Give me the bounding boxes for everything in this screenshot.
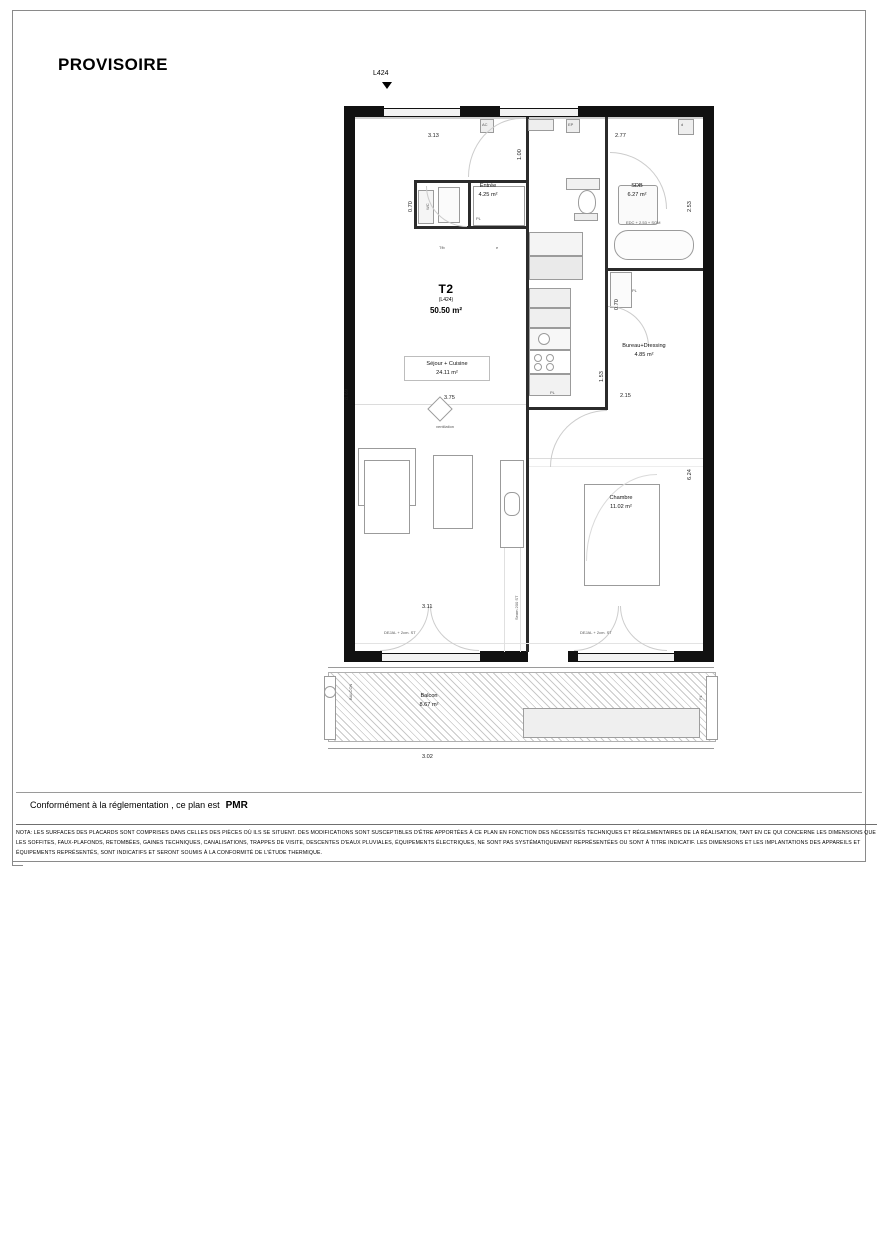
hob-burner-3-icon <box>534 363 542 371</box>
wall-top-2 <box>460 106 500 117</box>
wall-bottom-4 <box>674 651 714 662</box>
annot-wc: WC <box>425 203 430 210</box>
balcony-planter <box>523 708 700 738</box>
room-label-sdb <box>606 182 668 199</box>
conformite-text <box>30 800 248 811</box>
kitchen-counter-1 <box>529 288 571 308</box>
nota-text: NOTA: LES SURFACES DES PLACARDS SONT COMPRISES DANS CELLES DES PIÈCES OÙ ILS SE SITUENT. DES MODIFICATIONS SONT SUSCEPTIBLES D'ÊTRE APPORTÉES À CE PLAN EN FONCTION DES NÉCESSITÉS TECHNIQUES ET RÉGLEMENTAIRES DE LA RÉALISATION, TANT EN CE QUI CONCERNE LES DIMENSIONS QUE LES SOFFITES, FAUX-PLAFONDS, RETOMBÉES, GAINES TECHNIQUES, CANALISATIONS, TRAPPES DE VISITE, DESCENTES D'EAUX PLUVIALES, ÉQUIPEMENTS ÉLECTRIQUES, NE SONT PAS SYSTÉMATIQUEMENT REPRÉSENTÉES OU SONT À TITRE INDICATIF. LES DIMENSIONS ET LES IMPLANTATIONS DES APPAREILS ET ÉQUIPEMENTS REPRÉSENTÉS, SONT INDICATIFS ET SERONT SOUMIS À LA CONFORMITÉ DE L'ÉTUDE THERMIQUE. <box>16 830 876 856</box>
annot-seam: Seam 200 ST <box>514 595 519 620</box>
level-label: L424 <box>373 70 389 77</box>
partition-bureau-bottom <box>526 407 608 410</box>
toilet-icon <box>578 190 596 214</box>
balcony-side-right <box>706 676 718 740</box>
annot-ventilation: ventilation <box>436 424 455 429</box>
window-bottom-2 <box>578 653 674 662</box>
window-top-1 <box>384 108 460 117</box>
room-name-entree: Entrée <box>479 183 497 189</box>
room-name-chambre: Chambre <box>609 495 633 501</box>
nota-divider <box>16 824 877 825</box>
annot-balcony-left: BALCON <box>348 683 353 700</box>
conformite-badge: PMR <box>225 800 248 811</box>
annot-balcony-right: PL <box>698 695 703 700</box>
washbasin <box>566 178 600 190</box>
room-area-chambre: 11.02 m² <box>610 503 632 510</box>
annot-window-right: DEJAL + 2cm. ST <box>580 630 612 635</box>
floor-plan <box>318 60 738 760</box>
kitchen-sink <box>529 328 571 350</box>
partition-chambre-left <box>526 410 529 652</box>
door-swing-sdb <box>610 152 667 209</box>
bathtub <box>614 230 694 260</box>
partition-entry-left <box>526 117 529 227</box>
annot-closet-2: PL <box>632 288 637 293</box>
balcony-edge-bottom <box>328 748 714 749</box>
wall-bottom-3 <box>568 651 578 662</box>
room-name-sejour: Séjour + Cuisine <box>426 361 468 367</box>
room-area-bureau: 4.85 m² <box>634 351 654 358</box>
dim-chambre-v: 6.24 <box>687 469 693 480</box>
room-area-entree: 4.25 m² <box>478 191 498 198</box>
conformite-divider <box>16 792 862 793</box>
wall-top-3 <box>578 106 714 117</box>
apartment-type: T2 <box>438 282 454 296</box>
tv-icon <box>504 492 520 516</box>
frame-corner-bottom-left <box>12 855 23 866</box>
apartment-surface: 50.50 m² <box>429 306 463 315</box>
apartment-code: (L424) <box>438 297 454 303</box>
room-name-bureau: Bureau+Dressing <box>622 343 666 349</box>
dim-bottom-left: 3.11 <box>422 604 433 610</box>
room-area-sejour: 24.11 m² <box>436 369 458 376</box>
wall-left <box>344 106 355 662</box>
door-swing-chambre <box>550 410 607 467</box>
dim-wc-v: 0.70 <box>408 201 414 212</box>
wall-right <box>703 106 714 662</box>
kitchen-unit-top <box>529 256 583 280</box>
shaft-tech <box>528 119 554 131</box>
room-label-entree <box>458 182 518 199</box>
door-swing-bureau <box>608 306 649 347</box>
partition-sdb-bottom <box>605 268 703 271</box>
dim-entry-v: 1.00 <box>517 149 523 160</box>
annot-tfb: Tfb <box>439 245 445 250</box>
window-top-2 <box>500 108 578 117</box>
kitchen-unit-top2 <box>529 232 583 256</box>
dim-bureau-v: 0.70 <box>614 299 620 310</box>
door-bottom-opening <box>528 653 568 660</box>
room-area-balcon: 8.67 m² <box>419 701 439 708</box>
table <box>364 460 410 534</box>
dim-sejour-h: 3.75 <box>444 395 455 401</box>
dim-left-v: 8.69 <box>344 389 350 400</box>
balcony-drain-icon <box>324 686 336 698</box>
room-name-balcon: Balcon <box>420 693 438 699</box>
dim-sdb-v: 2.53 <box>687 201 693 212</box>
room-label-balcon <box>398 692 460 709</box>
apartment-summary <box>410 282 482 315</box>
door-swing-entry <box>468 118 521 177</box>
room-area-sdb: 6.27 m² <box>627 191 647 198</box>
annot-shaft-ac: AC <box>482 122 488 127</box>
wall-bottom-1 <box>344 651 382 662</box>
annot-closet-3: PL <box>550 390 555 395</box>
window-bottom-1 <box>382 653 480 662</box>
room-name-sdb: SDB <box>631 183 643 189</box>
annot-sdb-small: EDC + 2.53 + SOM <box>626 220 661 225</box>
rug <box>433 455 473 529</box>
toilet-tank <box>574 213 598 221</box>
level-arrow-icon <box>382 82 392 89</box>
dim-bureau-v2: 1.53 <box>599 371 605 382</box>
partition-closet-1 <box>414 182 417 228</box>
annot-closet-1: PL <box>476 216 481 221</box>
window-swing-4 <box>620 606 667 651</box>
annot-e: e <box>496 245 499 250</box>
dim-top-right: 2.77 <box>615 133 626 139</box>
window-swing-1 <box>380 606 429 651</box>
kitchen-counter-2 <box>529 308 571 328</box>
balcony-edge-top <box>328 667 714 668</box>
annot-shaft-ep: EP <box>568 122 574 127</box>
dim-top-left: 3.13 <box>428 133 439 139</box>
hob-burner-2-icon <box>546 354 554 362</box>
window-swing-3 <box>574 606 619 651</box>
sink-bowl-icon <box>538 333 550 345</box>
room-label-sejour <box>404 356 490 381</box>
room-label-bureau <box>604 342 684 359</box>
annot-shaft-d: d <box>681 122 684 127</box>
hob-burner-1-icon <box>534 354 542 362</box>
dim-bottom-right: 3.02 <box>422 754 433 760</box>
wall-bottom-2 <box>480 651 528 662</box>
page-title: PROVISOIRE <box>58 55 168 74</box>
annot-window-left: DEJAL + 2cm. ST <box>384 630 416 635</box>
dim-bureau-h: 2.15 <box>620 393 631 399</box>
conformite-label: Conformément à la réglementation , ce plan est <box>30 800 220 810</box>
partition-wc-bottom <box>414 226 528 229</box>
hob-burner-4-icon <box>546 363 554 371</box>
window-swing-2 <box>430 606 479 651</box>
room-label-chambre <box>586 494 656 511</box>
